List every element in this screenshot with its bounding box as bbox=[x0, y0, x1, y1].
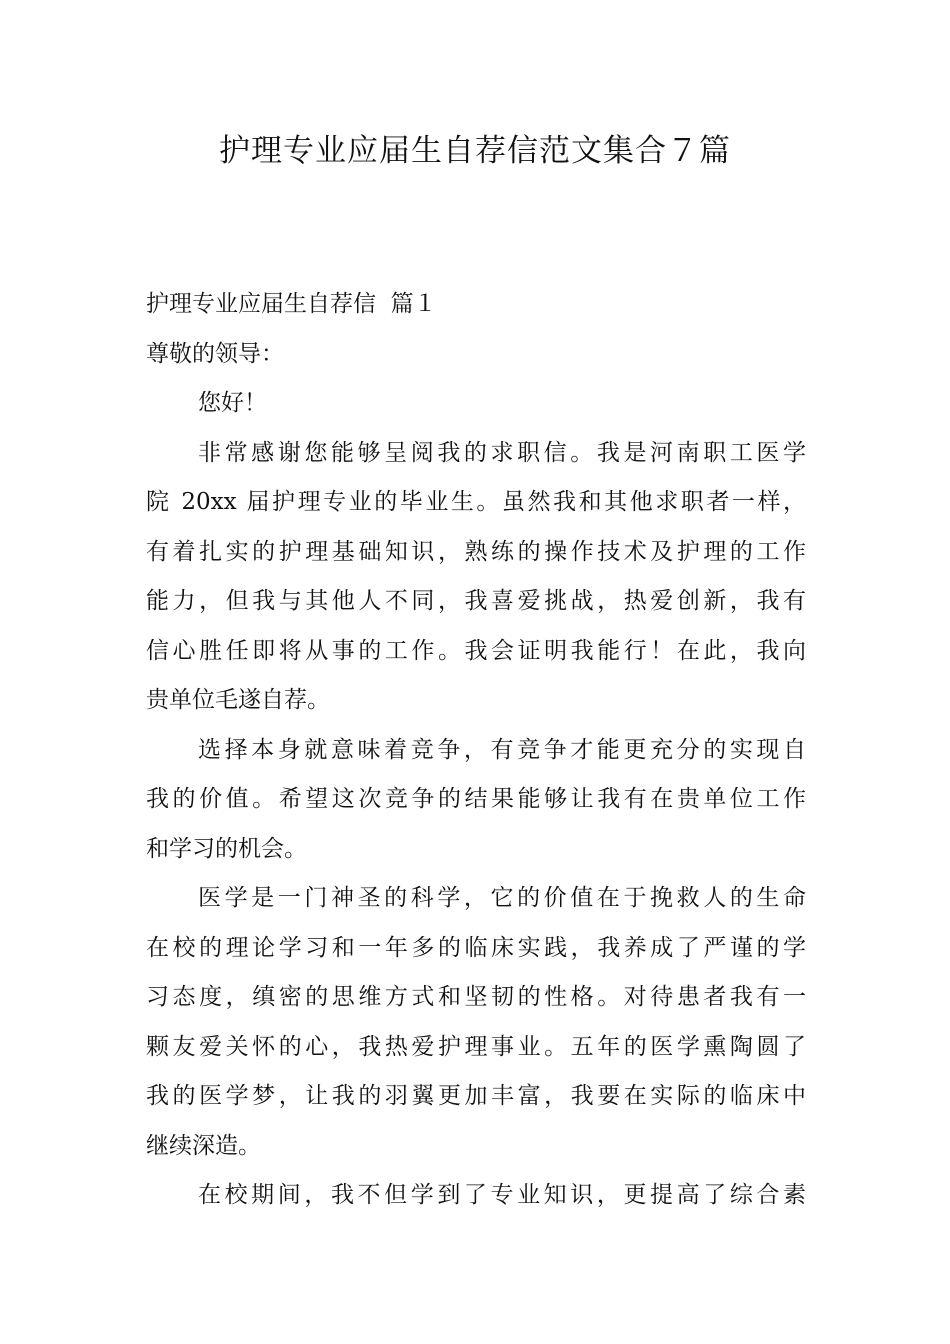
paragraph-school bbox=[146, 1171, 806, 1221]
section-heading: 护理专业应届生自荐信 篇１ bbox=[146, 291, 437, 317]
paragraph-line: 我的医学梦，让我的羽翼更加丰富，我要在实际的临床中 bbox=[146, 1083, 806, 1109]
paragraph-line: 能力，但我与其他人不同，我喜爱挑战，热爱创新，我有 bbox=[146, 588, 806, 614]
paragraph-line: 颗友爱关怀的心，我热爱护理事业。五年的医学熏陶圆了 bbox=[146, 1033, 806, 1060]
paragraph-line: 习态度，缜密的思维方式和坚韧的性格。对待患者我有一 bbox=[146, 984, 806, 1010]
paragraph-intro bbox=[146, 429, 806, 726]
paragraph-line: 信心胜任即将从事的工作。我会证明我能行！在此，我向 bbox=[146, 637, 806, 664]
paragraph-line: 有着扎实的护理基础知识，熟练的操作技术及护理的工作 bbox=[146, 538, 806, 565]
document-body bbox=[146, 280, 806, 1221]
greeting: 您好！ bbox=[198, 390, 267, 416]
salutation: 尊敬的领导： bbox=[146, 340, 284, 367]
paragraph-line: 医学是一门神圣的科学，它的价值在于挽救人的生命 bbox=[198, 885, 806, 911]
paragraph-medicine bbox=[146, 874, 806, 1171]
paragraph-line: 我的价值。希望这次竞争的结果能够让我有在贵单位工作 bbox=[146, 786, 806, 812]
paragraph-line: 在校期间，我不但学到了专业知识，更提高了综合素 bbox=[198, 1182, 806, 1208]
paragraph-choice bbox=[146, 726, 806, 875]
paragraph-line: 院 20xx 届护理专业的毕业生。虽然我和其他求职者一样， bbox=[146, 489, 806, 515]
paragraph-line: 和学习的机会。 bbox=[146, 835, 307, 862]
paragraph-line: 在校的理论学习和一年多的临床实践，我养成了严谨的学 bbox=[146, 934, 806, 961]
document-title: 护理专业应届生自荐信范文集合７篇 bbox=[219, 133, 731, 169]
paragraph-line: 非常感谢您能够呈阅我的求职信。我是河南职工医学 bbox=[198, 439, 806, 466]
paragraph-line: 继续深造。 bbox=[146, 1132, 261, 1159]
paragraph-line: 贵单位毛遂自荐。 bbox=[146, 687, 330, 713]
paragraph-line: 选择本身就意味着竞争，有竞争才能更充分的实现自 bbox=[198, 736, 806, 763]
